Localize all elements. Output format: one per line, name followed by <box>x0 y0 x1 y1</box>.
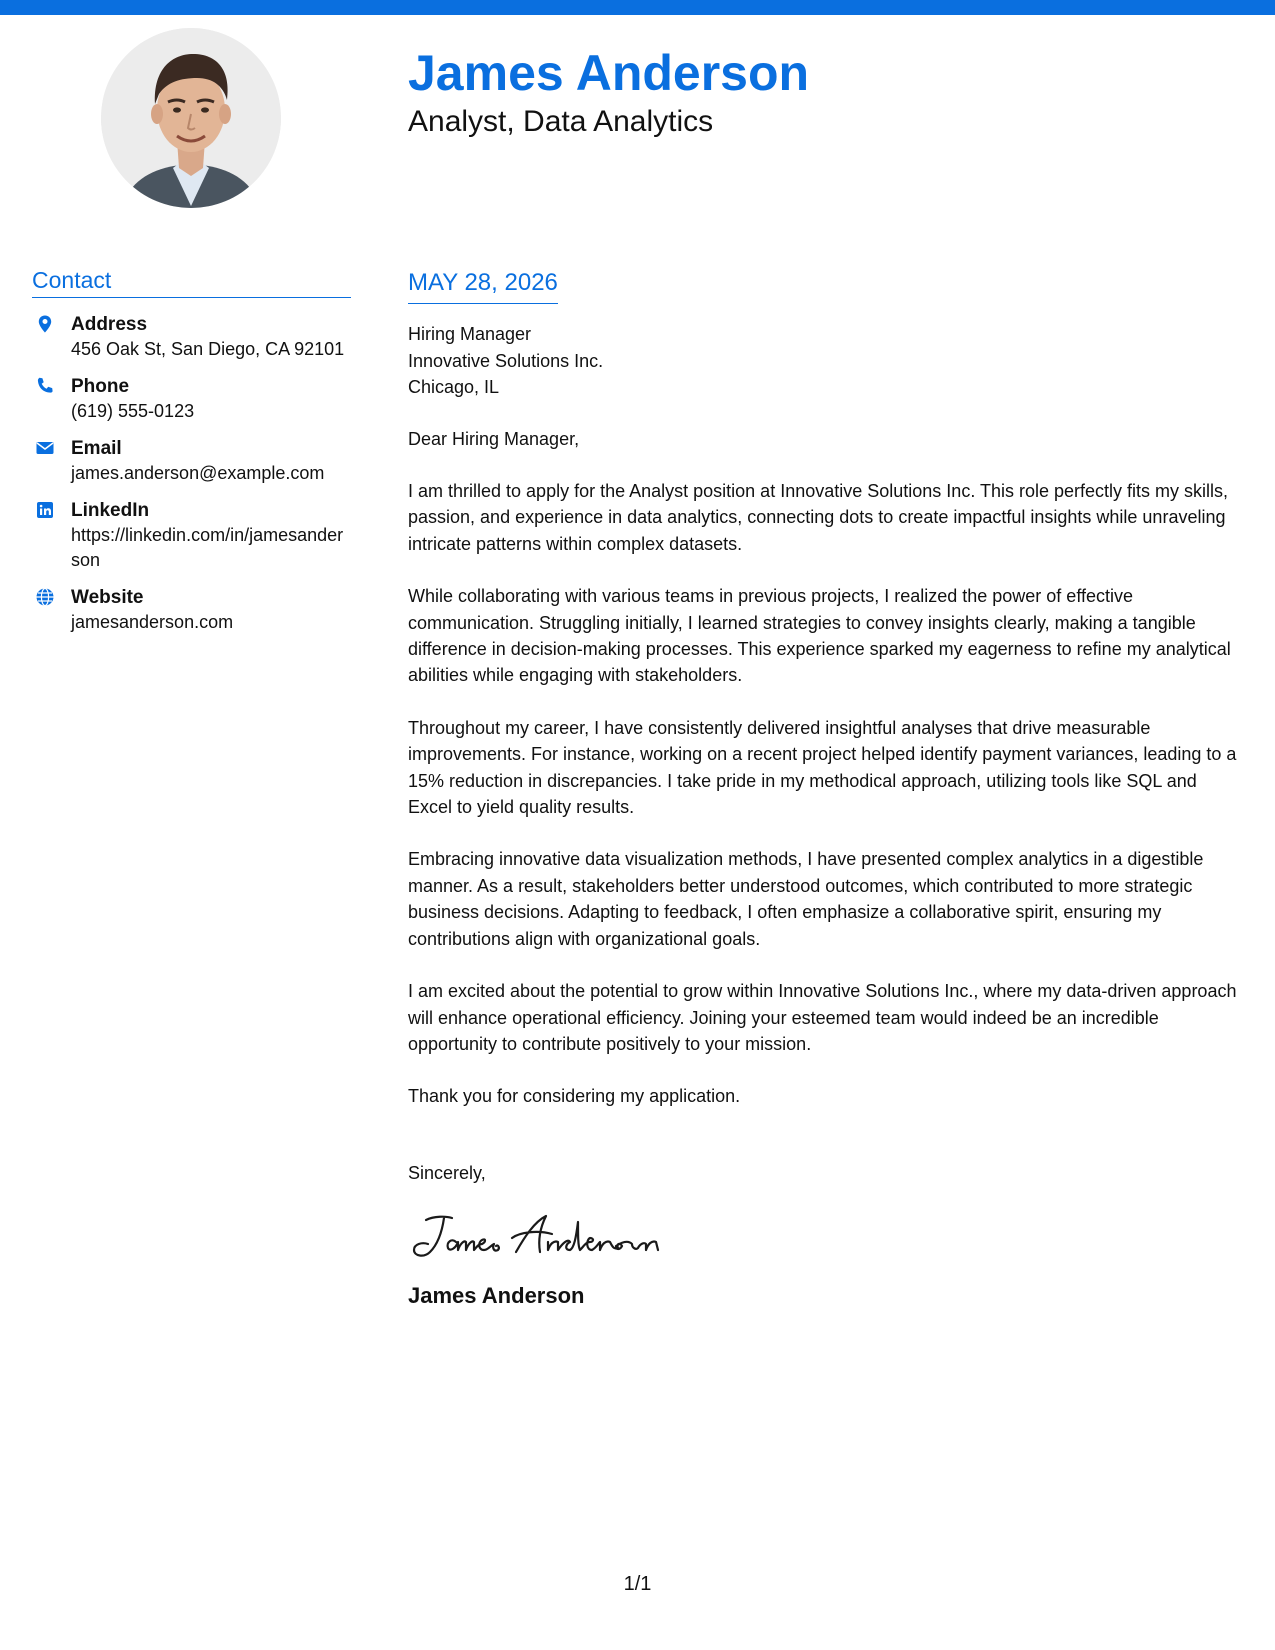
contact-item-email <box>32 436 351 486</box>
contact-item-address <box>32 312 351 362</box>
signer-name: James Anderson <box>408 1282 585 1308</box>
contact-label: Website <box>71 587 144 608</box>
recipient-line: Hiring Manager <box>408 324 532 344</box>
website-link[interactable]: jamesanderson.com <box>71 612 234 632</box>
candidate-name: James Anderson <box>408 45 810 101</box>
contact-item-linkedin <box>32 498 351 573</box>
paragraph: Throughout my career, I have consistently delivered insightful analyses that drive measurable improvements. For instance, working on a recent project helped identify payment variances, leading to a 15% reduction in discrepancies. I take pride in my methodical approach, utilizing tools like SQL and Excel to yield quality results. <box>408 717 1237 818</box>
recipient-block <box>408 321 1243 401</box>
handwritten-signature <box>408 1208 1243 1264</box>
envelope-icon <box>35 438 55 458</box>
recipient-line: Innovative Solutions Inc. <box>408 350 604 371</box>
contact-sidebar <box>32 266 351 635</box>
contact-label: Email <box>71 438 122 459</box>
phone-value: (619) 555-0123 <box>71 401 195 421</box>
closing: Sincerely, <box>408 1162 486 1183</box>
phone-icon <box>35 376 55 396</box>
linkedin-icon <box>35 500 55 520</box>
contact-label: LinkedIn <box>71 500 150 521</box>
profile-photo <box>101 28 281 208</box>
top-accent-bar <box>0 0 1275 15</box>
contact-label: Phone <box>71 376 130 397</box>
paragraph: Embracing innovative data visualization methods, I have presented complex analytics in a digestible manner. As a result, stakeholders better understood outcomes, which contributed to more strategic business decisions. Adapting to feedback, I often emphasize a collaborative spirit, ensuring my contributions align with organizational goals. <box>408 849 1204 949</box>
email-link[interactable]: james.anderson@example.com <box>71 463 325 483</box>
paragraph: I am thrilled to apply for the Analyst position at Innovative Solutions Inc. This role perfectly fits my skills, passion, and experience in data analytics, connecting dots to create impactful insights while unraveling intricate patterns within complex datasets. <box>408 481 1229 554</box>
contact-item-phone <box>32 374 351 424</box>
contact-heading: Contact <box>32 266 351 298</box>
avatar <box>101 28 281 208</box>
contact-item-website <box>32 585 351 635</box>
job-title: Analyst, Data Analytics <box>408 105 714 138</box>
paragraph: I am excited about the potential to grow within Innovative Solutions Inc., where my data-driven approach will enhance operational efficiency. Joining your esteemed team would indeed be an incredible opportunity to contribute positively to your mission. <box>408 981 1237 1054</box>
globe-icon <box>35 587 55 607</box>
map-pin-icon <box>35 314 55 334</box>
letter-date: MAY 28, 2026 <box>408 266 558 304</box>
page-number: 1/1 <box>623 1573 652 1595</box>
paragraph: While collaborating with various teams in previous projects, I realized the power of effective communication. Struggling initially, I learned strategies to convey insights clearly, making a tangible difference in decision-making processes. This experience sparked my eagerness to refine my analytical abilities while engaging with stakeholders. <box>408 586 1231 686</box>
letter-body <box>408 266 1243 1310</box>
paragraph: Thank you for considering my application. <box>408 1086 741 1107</box>
linkedin-link[interactable]: https://linkedin.com/in/jamesanderson <box>71 525 344 570</box>
recipient-line: Chicago, IL <box>408 377 500 397</box>
salutation: Dear Hiring Manager, <box>408 428 580 449</box>
address-value: 456 Oak St, San Diego, CA 92101 <box>71 339 345 359</box>
contact-label: Address <box>71 314 148 335</box>
